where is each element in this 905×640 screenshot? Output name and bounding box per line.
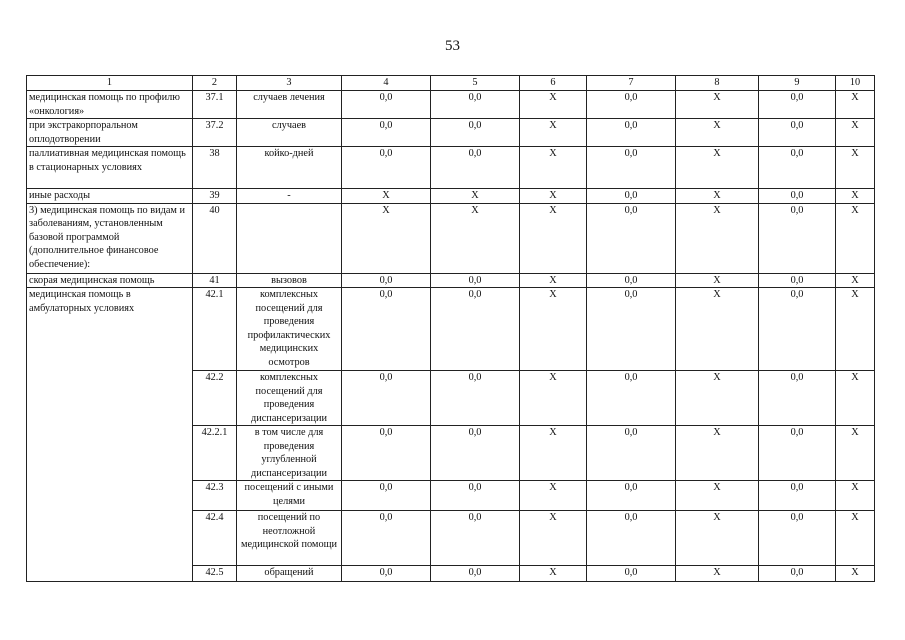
- table-row: [27, 119, 875, 147]
- page-number: 53: [445, 38, 460, 54]
- value-cell: X: [520, 91, 587, 119]
- value-cell: 0,0: [587, 273, 676, 288]
- row-label: медицинская помощь по профилю «онкология»: [27, 91, 193, 119]
- value-cell: X: [431, 189, 520, 204]
- row-unit: -: [237, 189, 342, 204]
- value-cell: 0,0: [759, 189, 836, 204]
- value-cell: 0,0: [759, 203, 836, 273]
- value-cell: 0,0: [587, 91, 676, 119]
- value-cell: X: [520, 371, 587, 426]
- value-cell: 0,0: [342, 481, 431, 511]
- table-row: [27, 91, 875, 119]
- row-code: 42.5: [193, 566, 237, 582]
- value-cell: 0,0: [587, 147, 676, 189]
- row-unit: вызовов: [237, 273, 342, 288]
- value-cell: 0,0: [587, 189, 676, 204]
- header-cell: 9: [759, 76, 836, 91]
- row-unit: случаев: [237, 119, 342, 147]
- value-cell: X: [836, 566, 875, 582]
- value-cell: 0,0: [759, 91, 836, 119]
- value-cell: X: [836, 203, 875, 273]
- table-row: [27, 288, 875, 371]
- row-unit: комплексных посещений для проведения диспансеризации: [237, 371, 342, 426]
- value-cell: 0,0: [431, 273, 520, 288]
- value-cell: 0,0: [342, 511, 431, 566]
- table-header-row: [27, 76, 875, 91]
- row-unit: посещений с иными целями: [237, 481, 342, 511]
- row-code: 42.1: [193, 288, 237, 371]
- value-cell: 0,0: [431, 566, 520, 582]
- header-cell: 4: [342, 76, 431, 91]
- value-cell: 0,0: [342, 426, 431, 481]
- header-cell: 3: [237, 76, 342, 91]
- value-cell: X: [520, 481, 587, 511]
- value-cell: X: [676, 288, 759, 371]
- value-cell: X: [676, 273, 759, 288]
- value-cell: 0,0: [431, 288, 520, 371]
- value-cell: 0,0: [342, 119, 431, 147]
- row-label: скорая медицинская помощь: [27, 273, 193, 288]
- value-cell: X: [431, 203, 520, 273]
- value-cell: 0,0: [431, 147, 520, 189]
- value-cell: X: [520, 119, 587, 147]
- value-cell: X: [342, 203, 431, 273]
- row-code: 42.3: [193, 481, 237, 511]
- value-cell: 0,0: [342, 566, 431, 582]
- value-cell: X: [520, 511, 587, 566]
- value-cell: X: [520, 566, 587, 582]
- value-cell: 0,0: [759, 147, 836, 189]
- table-row: [27, 189, 875, 204]
- row-code: 40: [193, 203, 237, 273]
- value-cell: 0,0: [587, 511, 676, 566]
- value-cell: 0,0: [759, 566, 836, 582]
- value-cell: 0,0: [431, 481, 520, 511]
- value-cell: X: [342, 189, 431, 204]
- row-unit: в том числе для проведения углубленной диспансеризации: [237, 426, 342, 481]
- row-code: 42.4: [193, 511, 237, 566]
- value-cell: X: [676, 566, 759, 582]
- value-cell: X: [836, 511, 875, 566]
- row-label: 3) медицинская помощь по видам и заболеваниям, установленным базовой программой (дополнительное финансовое обеспечение):: [27, 203, 193, 273]
- value-cell: 0,0: [587, 371, 676, 426]
- row-label: паллиативная медицинская помощь в стационарных условиях: [27, 147, 193, 189]
- value-cell: X: [836, 273, 875, 288]
- row-code: 42.2: [193, 371, 237, 426]
- value-cell: X: [520, 273, 587, 288]
- data-table: [26, 75, 875, 582]
- value-cell: 0,0: [587, 288, 676, 371]
- value-cell: X: [836, 426, 875, 481]
- value-cell: X: [676, 481, 759, 511]
- table-row: [27, 273, 875, 288]
- value-cell: X: [676, 147, 759, 189]
- value-cell: 0,0: [759, 481, 836, 511]
- value-cell: 0,0: [431, 371, 520, 426]
- value-cell: 0,0: [342, 273, 431, 288]
- header-cell: 6: [520, 76, 587, 91]
- table-row: [27, 203, 875, 273]
- value-cell: 0,0: [759, 119, 836, 147]
- row-unit: случаев лечения: [237, 91, 342, 119]
- row-unit: [237, 203, 342, 273]
- row-code: 37.1: [193, 91, 237, 119]
- row-unit: комплексных посещений для проведения профилактических медицинских осмотров: [237, 288, 342, 371]
- value-cell: X: [676, 119, 759, 147]
- table-row: [27, 147, 875, 189]
- value-cell: X: [836, 119, 875, 147]
- value-cell: 0,0: [431, 91, 520, 119]
- value-cell: X: [520, 147, 587, 189]
- value-cell: X: [836, 371, 875, 426]
- header-cell: 5: [431, 76, 520, 91]
- value-cell: X: [520, 426, 587, 481]
- value-cell: X: [836, 481, 875, 511]
- value-cell: 0,0: [431, 426, 520, 481]
- value-cell: X: [836, 91, 875, 119]
- header-cell: 10: [836, 76, 875, 91]
- row-code: 38: [193, 147, 237, 189]
- row-label: при экстракорпоральном оплодотворении: [27, 119, 193, 147]
- row-code: 41: [193, 273, 237, 288]
- row-label: иные расходы: [27, 189, 193, 204]
- row-unit: посещений по неотложной медицинской помощи: [237, 511, 342, 566]
- value-cell: 0,0: [587, 566, 676, 582]
- row-code: 42.2.1: [193, 426, 237, 481]
- value-cell: X: [676, 426, 759, 481]
- value-cell: 0,0: [759, 426, 836, 481]
- value-cell: X: [520, 288, 587, 371]
- value-cell: 0,0: [342, 288, 431, 371]
- value-cell: X: [676, 189, 759, 204]
- value-cell: 0,0: [431, 119, 520, 147]
- value-cell: X: [520, 189, 587, 204]
- value-cell: X: [676, 203, 759, 273]
- value-cell: 0,0: [759, 371, 836, 426]
- value-cell: 0,0: [759, 288, 836, 371]
- value-cell: X: [836, 288, 875, 371]
- value-cell: X: [520, 203, 587, 273]
- header-cell: 2: [193, 76, 237, 91]
- value-cell: X: [676, 91, 759, 119]
- row-unit: койко-дней: [237, 147, 342, 189]
- group-label: медицинская помощь в амбулаторных условиях: [27, 288, 193, 582]
- header-cell: 8: [676, 76, 759, 91]
- row-unit: обращений: [237, 566, 342, 582]
- row-code: 37.2: [193, 119, 237, 147]
- value-cell: X: [676, 371, 759, 426]
- row-code: 39: [193, 189, 237, 204]
- value-cell: 0,0: [587, 481, 676, 511]
- value-cell: X: [836, 147, 875, 189]
- value-cell: 0,0: [342, 91, 431, 119]
- header-cell: 7: [587, 76, 676, 91]
- value-cell: 0,0: [342, 371, 431, 426]
- value-cell: 0,0: [431, 511, 520, 566]
- header-cell: 1: [27, 76, 193, 91]
- value-cell: 0,0: [587, 203, 676, 273]
- value-cell: 0,0: [342, 147, 431, 189]
- value-cell: 0,0: [759, 511, 836, 566]
- value-cell: 0,0: [759, 273, 836, 288]
- value-cell: X: [676, 511, 759, 566]
- value-cell: 0,0: [587, 119, 676, 147]
- value-cell: 0,0: [587, 426, 676, 481]
- value-cell: X: [836, 189, 875, 204]
